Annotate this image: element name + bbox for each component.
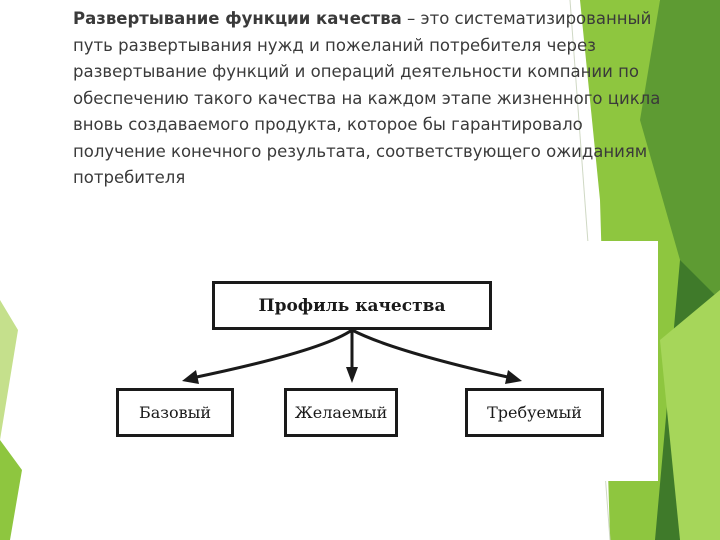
connector-to-left bbox=[192, 330, 352, 378]
basic-box: Базовый bbox=[116, 388, 234, 437]
desired-box: Желаемый bbox=[284, 388, 398, 437]
definition-term: Развертывание функции качества bbox=[73, 9, 402, 28]
quality-profile-box: Профиль качества bbox=[212, 281, 492, 330]
definition-body: – это систематизированный путь развертывания нужд и пожеланий потребителя через развертывание функций и операций деятельности компании по обеспечению такого качества на каждом этапе жизненного цикла вновь создаваемого продукта, которое бы гарантировало получение конечного результата, соответствующего ожиданиям потребителя bbox=[73, 9, 661, 187]
arrowhead-left bbox=[182, 370, 199, 384]
green-facet-left-top bbox=[0, 300, 18, 440]
diagram-connectors bbox=[62, 241, 658, 481]
arrowhead-middle bbox=[346, 367, 358, 383]
required-box: Требуемый bbox=[465, 388, 604, 437]
connector-to-right bbox=[352, 330, 512, 378]
quality-profile-diagram bbox=[62, 241, 658, 481]
arrowhead-right bbox=[505, 370, 522, 384]
definition-text bbox=[73, 6, 663, 192]
green-facet-left-bottom bbox=[0, 440, 22, 540]
